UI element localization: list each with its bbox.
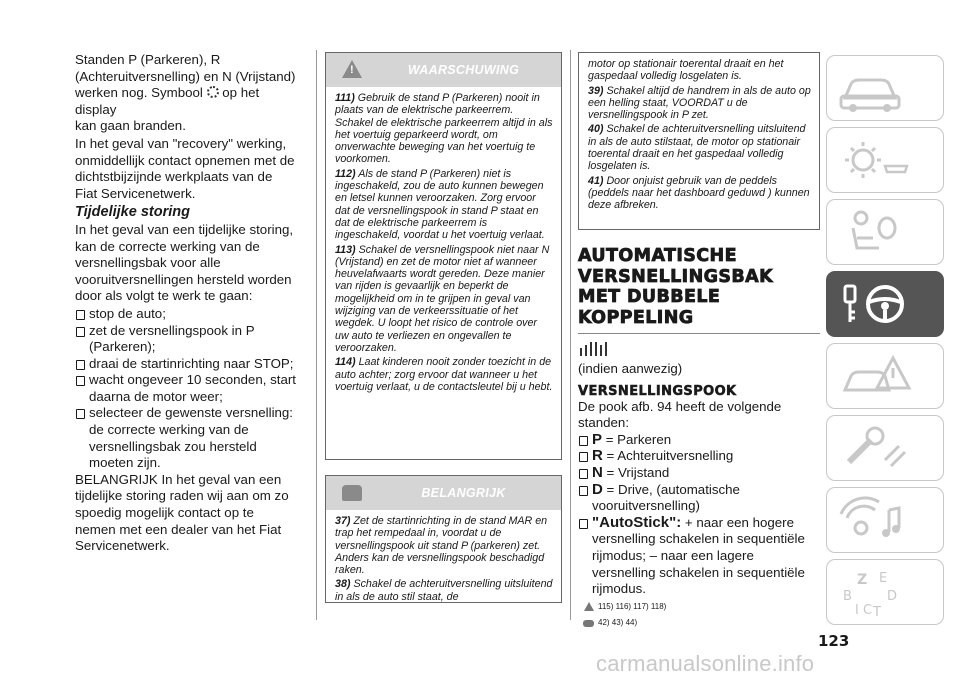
continued-note [588,175,811,212]
tab-index[interactable] [826,559,944,625]
section-title-line: VERSNELLINGSBAK [578,266,774,287]
svg-text:T: T [873,605,881,620]
tab-lights[interactable] [826,127,944,193]
note-text: Schakel de versnellingspook niet naar N (Vrijstand) en zet de motor niet af wanneer heuvelafwaarts wordt gereden. Deze manier van rijden is gevaarlijk en beperkt de mogelijkheid om in te grijpen in geval van wijziging van de verkeerssituatie of het wegdek. U loopt het risico de controle over uw auto te verliezen en ongevallen te veroorzaken. [335,243,550,354]
notes-column [325,52,562,603]
note-text: Gebruik de stand P (Parkeren) nooit in plaats van de elektrische parkeerrem. Schakel de elektrische parkeerrem altijd in als het voertuig geparkeerd wordt, om onverwachte beweging van het voertuig te voorkomen. [335,92,553,166]
list-item: stop de auto; [75,306,297,323]
continued-notes-box [578,52,820,230]
paragraph-storing: In het geval van een tijdelijke storing, kan de correcte werking van de versnellingsbak voor alle vooruitversnellingen hersteld worden door als volgt te werk te gaan: [75,221,294,304]
key-steering-wheel-icon [827,272,945,338]
index-letters-icon [827,560,945,626]
important-refs-text: 42) 43) 44) [598,617,638,627]
gear-position-item [578,465,820,482]
warning-note [335,356,553,393]
gear-desc: + naar een hogere versnelling schakelen in sequentiële rijmodus; – naar een lagere versnelling schakelen in sequentiële rijmodus. [592,514,805,597]
svg-text:E: E [879,571,888,586]
subheading-versnellingspook: VERSNELLINGSPOOK [578,383,737,399]
tab-starting-driving[interactable] [826,271,944,337]
gear-key: D [592,480,603,498]
note-number: 111) [335,92,355,104]
continued-note [588,85,811,122]
warning-title: WAARSCHUWING [407,63,520,77]
intro-text: De pook afb. 94 heeft de volgende standen: [578,398,782,431]
paragraph-line [75,85,297,118]
gear-desc: = Achteruitversnelling [602,448,734,464]
important-title: BELANGRIJK [421,486,506,500]
important-box-header [326,476,561,510]
breakdown-warning-icon [827,344,945,410]
warning-references [578,600,820,614]
note-number: 113) [335,243,356,256]
note-text: Laat kinderen nooit zonder toezicht in de auto achter; zorg ervoor dat wanneer u het voertuig verlaat, u de contactsleutel bij u hebt. [335,356,553,393]
warning-box [325,52,562,460]
continued-note [588,123,811,172]
gearbox-warning-icon [207,86,219,98]
gear-key: "AutoStick": [592,513,682,531]
list-item: zet de versnellingspook in P (Parkeren); [75,323,297,356]
important-box [325,475,562,603]
section-title-line: KOPPELING [578,307,694,328]
note-number: 39) [588,84,604,97]
warning-triangle-icon [584,602,594,611]
car-dashboard-icon [827,56,945,122]
gear-key: N [592,463,603,481]
gear-desc: = Parkeren [602,431,672,447]
note-text: Zet de startinrichting in de stand MAR en trap het rempedaal in, voordat u de versnellingspook uit stand P (parkeren) zet. Anders kan de versnellingspook beschadigd raken. [335,515,548,577]
important-note [335,578,553,603]
warning-note [335,244,553,355]
tab-seat-airbag[interactable] [826,199,944,265]
warning-refs-text: 115) 116) 117) 118) [598,601,667,611]
gearbox-column [578,52,820,630]
paragraph-standen [75,52,297,135]
heading-tijdelijke-storing: Tijdelijke storing [75,204,190,221]
text-span: werken nog. Symbool [75,85,207,101]
warning-box-header [326,53,561,87]
tab-multimedia[interactable] [826,487,944,553]
note-number: 40) [588,123,604,136]
continued-notes-body [579,53,819,220]
gear-key: R [592,447,603,465]
warning-note [335,168,553,242]
paragraph-line: kan gaan branden. [75,118,186,134]
gear-position-item [578,482,820,515]
gear-desc: = Vrijstand [602,464,670,480]
note-text: Schakel altijd de handrem in als de auto op een helling staat, VOORDAT u de versnellingspook in P zet. [588,84,811,122]
warning-box-body [326,87,561,401]
gear-position-item [578,515,820,598]
note-number: 112) [335,167,356,180]
wrench-maintenance-icon [827,416,945,482]
gear-key: P [592,430,603,448]
important-references [578,616,820,630]
svg-text:D: D [887,589,898,604]
tab-maintenance[interactable] [826,415,944,481]
tab-breakdown[interactable] [826,343,944,409]
optional-equipment-icon [578,342,612,356]
important-box-body [326,510,561,611]
tab-car-dashboard[interactable] [826,55,944,121]
svg-text:Z: Z [857,572,868,588]
note-text: Als de stand P (Parkeren) niet is ingeschakeld, zou de auto kunnen bewegen en letsel kunnen veroorzaken. Zorg ervoor dat de versnellingspook in stand P staat en dat de elektrische parkeerrem is ingeschakeld, voordat u het voertuig verlaat. [335,167,545,242]
svg-text:I: I [855,603,859,618]
main-text-column [75,52,297,556]
optional-note: (indien aanwezig) [578,361,683,376]
section-title-line: MET DUBBELE [578,287,721,307]
section-title [578,246,820,328]
note-number: 37) [335,515,351,527]
important-note [335,515,553,576]
list-item: selecteer de gewenste versnelling: de correcte werking van de versnellingsbak zou hersteld moeten zijn. [75,405,297,471]
column-divider [570,50,571,620]
paragraph-recovery: In het geval van "recovery" werking, onmiddellijk contact opnemen met de dichtstbijzijnde werkplaats van de Fiat Servicenetwerk. [75,135,295,201]
note-number: 114) [335,356,356,369]
gear-position-item [578,432,820,449]
note-text: Schakel de achteruitversnelling uitsluitend in als de auto stil staat, de [335,578,553,603]
page-number: 123 [818,632,850,650]
paragraph-line: (Achteruitversnelling) en N (Vrijstand) [75,68,296,84]
svg-text:C: C [863,603,873,618]
section-divider [578,333,820,334]
watermark: carmanualsonline.info [596,651,815,676]
note-text: Schakel de achteruitversnelling uitsluitend in als de auto stilstaat, de motor op stationair toerental draait en het gaspedaal volledig losgelaten is. [588,123,806,173]
svg-text:B: B [843,589,852,604]
lights-icon [827,128,945,194]
gear-position-item [578,448,820,465]
section-title-line: AUTOMATISCHE [578,246,737,266]
note-text: Door onjuist gebruik van de peddels (peddels naar het dashboard geduwd ) kunnen deze afbreken. [588,174,810,212]
list-item: wacht ongeveer 10 seconden, start daarna de motor weer; [75,372,297,405]
column-divider [316,50,317,620]
note-number: 38) [335,578,351,591]
text-span: op het display [75,85,260,117]
multimedia-icon [827,488,945,554]
note-number: 41) [588,174,604,187]
paragraph-line: Standen P (Parkeren), R [75,52,221,67]
paragraph-belangrijk: BELANGRIJK In het geval van een tijdelijke storing raden wij aan om zo spoedig mogelijk contact op te nemen met een dealer van het Fiat Servicenetwerk. [75,471,289,554]
list-item: draai de startinrichting naar STOP; [75,356,297,373]
warning-note [335,92,553,166]
continued-lead: motor op stationair toerental draait en het gaspedaal volledig losgelaten is. [588,58,784,83]
seat-airbag-icon [827,200,945,266]
car-damage-icon [583,620,594,627]
gear-desc: = Drive, (automatische vooruitversnelling) [592,481,740,514]
